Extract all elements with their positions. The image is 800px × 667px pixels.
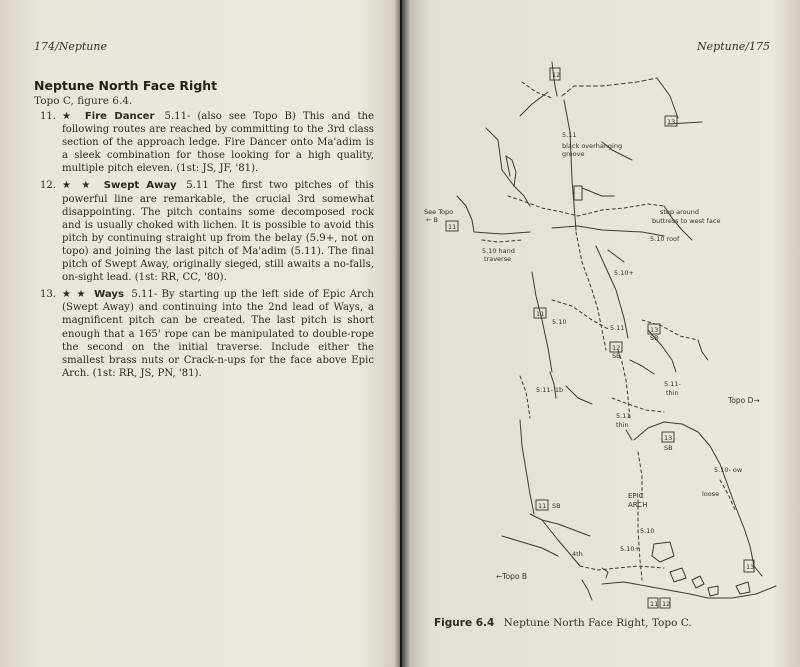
star-rating: ★ [62, 111, 75, 122]
topo-label: 5.10+ [614, 269, 634, 277]
route-number: 11. [39, 111, 56, 122]
topo-label: ARCH [628, 501, 648, 509]
topo-label: buttress to west face [652, 217, 721, 225]
star-rating: ★ ★ [62, 289, 87, 301]
topo-label: Topo D→ [728, 396, 760, 405]
topo-label: 13 [746, 563, 755, 571]
topo-label: 11 [650, 600, 659, 608]
topo-label: 5.11 [610, 324, 625, 332]
route-entry-13 [34, 288, 374, 380]
route-list [34, 110, 374, 384]
topo-label: thin [616, 421, 629, 429]
topo-label: 13 [664, 434, 673, 442]
topo-label: black overhanging [562, 142, 623, 150]
topo-label: 5.10- ow [714, 466, 743, 474]
topo-label: 5.11 [562, 131, 577, 139]
route-name: Fire Dancer [84, 111, 155, 122]
topo-label: ← B [426, 216, 438, 224]
topo-label: 13 [650, 326, 659, 334]
topo-label: loose [702, 490, 720, 498]
route-name: Ways [94, 289, 124, 301]
figure-caption [434, 617, 692, 629]
topo-label: 5.10+ [620, 545, 640, 553]
route-name: Swept Away [103, 180, 177, 192]
star-rating: ★ ★ [62, 180, 94, 192]
left-running-head: 174/Neptune [34, 40, 107, 53]
topo-diagram [402, 0, 800, 667]
topo-label: 12 [662, 600, 671, 608]
topo-label: SB [552, 502, 561, 510]
topo-label: 11 [448, 223, 457, 231]
topo-label: 11 [536, 310, 545, 318]
topo-label: 4th [572, 550, 583, 558]
topo-label: SB [664, 444, 673, 452]
route-entry-11 [34, 110, 374, 175]
figure-caption-text: Neptune North Face Right, Topo C. [503, 617, 692, 629]
topo-label: 5.11 [616, 412, 631, 420]
topo-reference: Topo C, figure 6.4. [34, 95, 133, 107]
route-description: 5.11 The first two pitches of this powerful line are remarkable, the crucial 3rd somewhat disappointing. The pitch contains some decomposed rock and is usually choked with lichen. It is possible to avoid this pitch by continuing straight up from the belay (5.9+, not on topo) and joining the last pitch of Ma'adim (5.11). The final pitch of Swept Away, originally sieged, still awaits a no-falls, on-sight lead. (1st: RR, CC, '80). [62, 180, 374, 284]
topo-label: traverse [484, 255, 512, 263]
topo-label: 12 [552, 71, 561, 79]
topo-label: 5.10 [640, 527, 655, 535]
topo-label: SB [650, 334, 659, 342]
route-description: 5.11- (also see Topo B) This and the following routes are reached by committing to the 3rd class section of the approach ledge. Fire Dancer onto Ma'adim is a sleek combination for those looking for a high quality, multiple pitch eleven. (1st: JS, JF, '81). [62, 111, 374, 175]
topo-label: 11 [538, 502, 547, 510]
topo-label: See Topo [424, 208, 454, 216]
route-description: 5.11- By starting up the left side of Epic Arch (Swept Away) and continuing into the 2nd lead of Ways, a magnificent pitch can be created. The last pitch is short enough that a 165' rope can be manipulated to double-rope the second on the initial traverse. Include either the smallest brass nuts or Crack-n-ups for the face above Epic Arch. (1st: RR, JS, PN, '81). [62, 289, 374, 379]
section-title: Neptune North Face Right [34, 78, 218, 93]
topo-label: 5.10 [552, 318, 567, 326]
topo-label: ←Topo B [496, 572, 528, 581]
topo-label: SB [612, 352, 621, 360]
topo-label: 5.10 roof [650, 235, 680, 243]
topo-label: EPIC [628, 492, 644, 500]
figure-label: Figure 6.4 [434, 617, 495, 629]
topo-label: 5.11- 1b [536, 386, 564, 394]
topo-label: step around [660, 208, 699, 216]
topo-label: 5.10 hand [482, 247, 515, 255]
topo-label: groove [562, 150, 585, 158]
route-entry-12 [34, 179, 374, 284]
topo-label: 13 [667, 118, 676, 126]
route-number: 12. [39, 180, 56, 192]
topo-label: thin [666, 389, 679, 397]
route-number: 13. [39, 289, 56, 301]
topo-label: 5.11- [664, 380, 681, 388]
right-running-head: Neptune/175 [697, 40, 770, 53]
topo-label: 12 [612, 344, 621, 352]
